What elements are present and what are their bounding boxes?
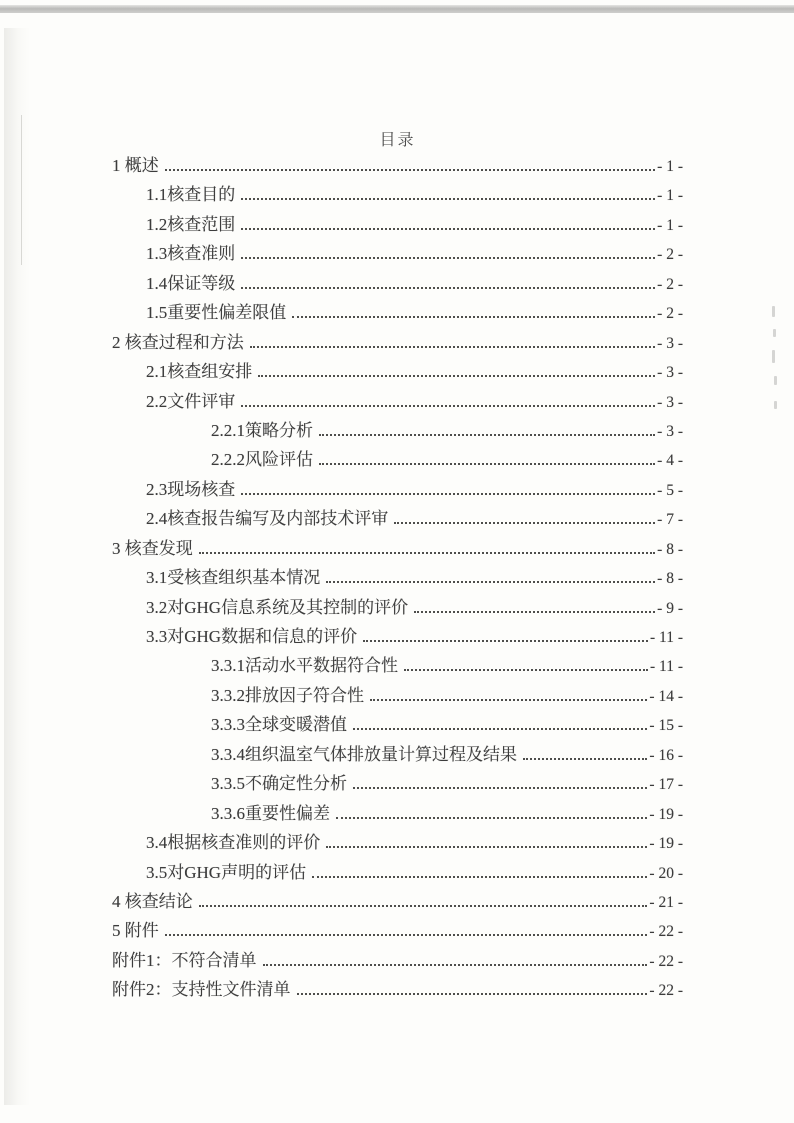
toc-entry-page: - 22 -	[649, 982, 683, 1000]
dot-leader	[241, 403, 655, 407]
toc-entry-label: 1.4保证等级	[146, 273, 236, 293]
toc-entry	[112, 975, 683, 1004]
dot-leader	[241, 196, 655, 200]
toc-entry-page: - 14 -	[649, 687, 683, 705]
toc-entry-label: 3.3.5不确定性分析	[211, 774, 347, 794]
dot-leader	[394, 520, 655, 524]
toc-entry-page: - 4 -	[657, 452, 683, 470]
toc-entry-page: - 7 -	[657, 511, 683, 529]
toc-entry-label: 2.1核查组安排	[146, 362, 253, 382]
toc-entry-page: - 19 -	[649, 835, 683, 853]
dot-leader	[414, 609, 655, 613]
toc-entry-label: 3.3.2排放因子符合性	[211, 685, 364, 705]
toc-entry	[112, 769, 683, 798]
dot-leader	[326, 579, 655, 583]
toc-entry-page: - 8 -	[657, 540, 683, 558]
scan-artifact-right-mark	[774, 401, 777, 409]
toc-entry-page: - 22 -	[649, 923, 683, 941]
toc-entry-page: - 3 -	[657, 422, 683, 440]
dot-leader	[241, 285, 655, 289]
toc-entry	[112, 475, 683, 504]
toc-entry	[112, 180, 683, 209]
scan-artifact-right-mark	[772, 350, 775, 363]
toc-entry-page: - 15 -	[649, 717, 683, 735]
toc-entry-page: - 17 -	[649, 776, 683, 794]
toc-entry-label: 2.4核查报告编写及内部技术评审	[146, 509, 389, 529]
toc-entry-label: 3.3对GHG数据和信息的评价	[146, 627, 358, 646]
toc-entry-label: 1.1核查目的	[146, 185, 236, 205]
toc-entry-label: 3.5对GHG声明的评估	[146, 862, 307, 882]
toc-entry	[112, 151, 683, 180]
toc-entry-label: 2.2文件评审	[146, 391, 236, 411]
toc-entry-label: 2.2.2风险评估	[211, 450, 313, 470]
toc-entry	[112, 799, 683, 828]
toc-title: 目录	[379, 132, 416, 149]
toc-entry	[112, 416, 683, 445]
toc-entry	[112, 828, 683, 857]
dot-leader	[297, 991, 648, 995]
scan-artifact-right-mark	[774, 376, 777, 385]
toc-entry	[112, 916, 683, 945]
dot-leader	[353, 785, 647, 789]
dot-leader	[370, 697, 647, 701]
toc-entry	[112, 622, 683, 651]
dot-leader	[353, 726, 647, 730]
scan-artifact-top-edge	[0, 5, 794, 13]
toc-entry	[112, 858, 683, 887]
scan-artifact-left-line	[21, 115, 22, 265]
toc-entry	[112, 328, 683, 357]
dot-leader	[258, 373, 655, 377]
toc-entry-label: 3.4根据核查准则的评价	[146, 833, 321, 853]
toc-entry-page: - 1 -	[657, 187, 683, 205]
toc-entry-page: - 2 -	[657, 275, 683, 293]
toc-entry-label: 2.3现场核查	[146, 479, 236, 499]
dot-leader	[336, 815, 647, 819]
toc-entry-label: 4 核查结论	[112, 891, 193, 911]
dot-leader	[199, 903, 648, 907]
dot-leader	[199, 550, 655, 554]
toc-entry	[112, 504, 683, 533]
toc-entry-label: 1.3核查准则	[146, 244, 236, 264]
toc-entry	[112, 887, 683, 916]
dot-leader	[165, 932, 648, 936]
toc-entry-label: 附件1：不符合清单	[112, 950, 257, 970]
toc-entry-label: 3.3.4组织温室气体排放量计算过程及结果	[211, 744, 517, 764]
toc-entry	[112, 681, 683, 710]
table-of-contents	[112, 131, 683, 1005]
dot-leader	[241, 255, 655, 259]
toc-entry-page: - 11 -	[650, 658, 683, 676]
toc-entry-label: 3.3.1活动水平数据符合性	[211, 656, 398, 676]
toc-entry	[112, 651, 683, 680]
toc-entry	[112, 445, 683, 474]
toc-entry-page: - 2 -	[657, 246, 683, 264]
toc-list	[112, 151, 683, 1005]
toc-entry	[112, 298, 683, 327]
dot-leader	[312, 874, 647, 878]
toc-entry	[112, 946, 683, 975]
toc-entry-label: 1.2核查范围	[146, 214, 236, 234]
toc-entry-page: - 22 -	[649, 952, 683, 970]
toc-entry	[112, 210, 683, 239]
toc-entry	[112, 710, 683, 739]
dot-leader	[250, 344, 655, 348]
toc-entry-page: - 20 -	[649, 864, 683, 882]
toc-entry-page: - 1 -	[657, 216, 683, 234]
dot-leader	[363, 638, 648, 642]
toc-entry-page: - 3 -	[657, 364, 683, 382]
toc-entry-page: - 8 -	[657, 570, 683, 588]
toc-entry-page: - 11 -	[650, 629, 683, 646]
toc-entry-page: - 9 -	[657, 599, 683, 617]
toc-entry	[112, 357, 683, 386]
toc-entry	[112, 593, 683, 622]
toc-entry-label: 2.2.1策略分析	[211, 420, 313, 440]
dot-leader	[523, 756, 647, 760]
toc-entry-page: - 19 -	[649, 805, 683, 823]
dot-leader	[241, 226, 655, 230]
toc-entry-label: 3.2对GHG信息系统及其控制的评价	[146, 597, 409, 617]
toc-entry-page: - 21 -	[649, 893, 683, 911]
toc-entry	[112, 387, 683, 416]
toc-entry-label: 1.5重要性偏差限值	[146, 303, 287, 323]
toc-entry-label: 3.1受核查组织基本情况	[146, 568, 321, 588]
toc-entry-label: 附件2：支持性文件清单	[112, 980, 291, 1000]
toc-entry-label: 3.3.3全球变暖潜值	[211, 715, 347, 735]
toc-entry-page: - 16 -	[649, 746, 683, 764]
toc-entry	[112, 534, 683, 563]
dot-leader	[165, 167, 655, 171]
toc-entry-label: 5 附件	[112, 921, 159, 941]
toc-entry-label: 1 概述	[112, 156, 159, 175]
scan-artifact-right-mark	[773, 329, 776, 337]
toc-entry	[112, 269, 683, 298]
toc-entry-page: - 1 -	[657, 158, 683, 175]
dot-leader	[319, 432, 655, 436]
toc-entry-page: - 5 -	[657, 481, 683, 499]
dot-leader	[319, 461, 655, 465]
toc-entry-label: 3.3.6重要性偏差	[211, 803, 330, 823]
scan-artifact-left-streak	[4, 28, 30, 1105]
dot-leader	[404, 667, 648, 671]
dot-leader	[326, 844, 647, 848]
toc-entry-page: - 3 -	[657, 334, 683, 352]
scan-artifact-right-mark	[772, 306, 775, 317]
toc-entry-page: - 3 -	[657, 393, 683, 411]
dot-leader	[292, 314, 655, 318]
toc-entry-label: 2 核查过程和方法	[112, 332, 244, 352]
toc-entry-label: 3 核查发现	[112, 538, 193, 558]
toc-entry	[112, 239, 683, 268]
toc-entry	[112, 740, 683, 769]
dot-leader	[263, 962, 648, 966]
toc-entry	[112, 563, 683, 592]
toc-entry-page: - 2 -	[657, 305, 683, 323]
dot-leader	[241, 491, 655, 495]
